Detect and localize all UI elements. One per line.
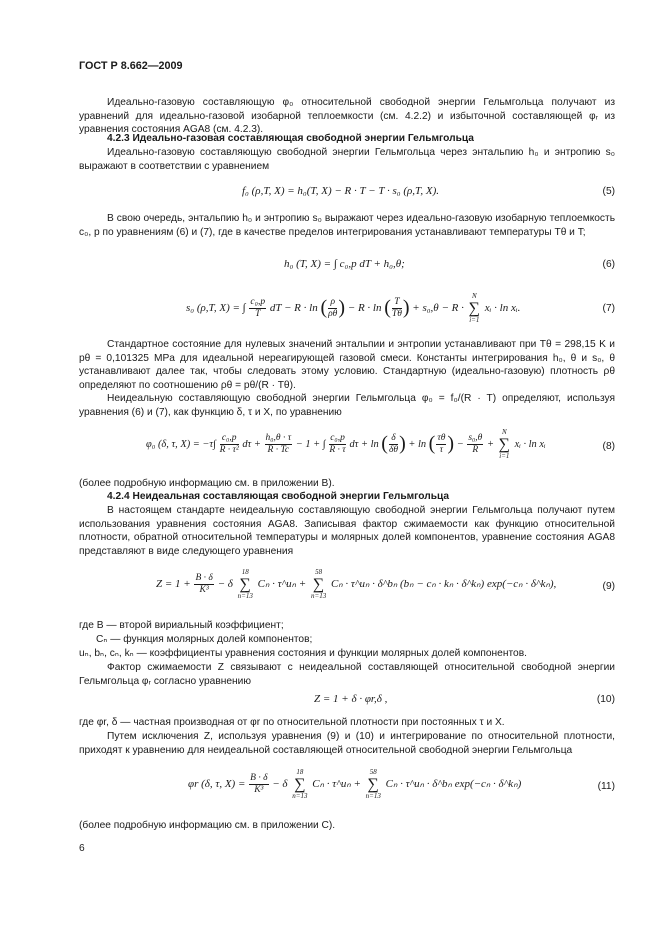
eq8-f1-denominator: R · τ² (219, 445, 239, 455)
paragraph-partial-derivative: где φr, δ — частная производная от φr по относительной плотности при постоянных τ и X. (79, 717, 505, 728)
equation-10: Z = 1 + δ · φr,δ , (314, 693, 388, 705)
eq8-fraction-1 (220, 433, 239, 456)
eq8-f2-denominator: R · Tc (267, 445, 290, 455)
eq8-f2-numerator: h₀,θ · τ (265, 433, 292, 443)
eq7-summation (469, 292, 480, 325)
eq9-term-1: Cₙ · τ^uₙ + (257, 578, 307, 591)
eq11-term-1: Cₙ · τ^uₙ + (312, 778, 361, 791)
equation-6-number: (6) (602, 259, 615, 270)
eq8-sum-lower: i=1 (499, 452, 510, 460)
eq9-term-2: Cₙ · τ^uₙ · δ^bₙ (bₙ − cₙ · kₙ · δ^kₙ) exp(−cₙ · δ^kₙ), (330, 578, 557, 591)
eq8-f3-numerator: c₀,p (330, 433, 345, 443)
eq9-summation-1 (238, 568, 253, 601)
eq9-sum1-lower: n=13 (237, 592, 253, 600)
section-heading-4-2-4: 4.2.4 Неидеальная составляющая свободной энергии Гельмгольца (107, 491, 450, 502)
eq9-lhs: Z = 1 + (156, 578, 191, 591)
eq11-sum1-lower: n=13 (292, 792, 308, 800)
paragraph-compressibility: Фактор сжимаемости Z связывают с неидеальной составляющей относительной свободной энергии Гельмгольца φᵣ согласно уравнению (79, 662, 615, 687)
eq8-middle-2: − 1 + ∫ (295, 438, 326, 450)
equation-10-number: (10) (596, 694, 615, 705)
eq11-sum2-symbol: ∑ (367, 776, 379, 793)
equation-5: f₀ (ρ,T, X) = h₀(T, X) − R · T − T · s₀ (ρ,T, X). (242, 185, 439, 197)
eq11-summation-2 (366, 768, 381, 801)
eq8-lhs: φ₀ (δ, τ, X) = −τ∫ (146, 438, 216, 450)
eq7-f1-denominator: T (255, 309, 261, 319)
equation-8: φ₀ (δ, τ, X) = −τ∫ $\frac{\text{c₀,p}}{\text{R · τ²}}$ dτ + $\frac{\text{h₀,θ · τ}}{R \cdot Tc}$ − 1 + ∫ $\frac{\text{c₀,p}}{R \cdot \tau}$ dτ + ln ( $\frac{\delta}{\delta\theta}$ ) + ln ( $\frac{\tau\theta}{\tau}$ ) − $\frac{\text{s₀,θ}}{R}$ + N ∑ i=1 xᵢ · ln xᵢ (146, 428, 546, 460)
equation-9 (156, 568, 556, 601)
eq11-term-2: Cₙ · τ^uₙ · δ^bₙ exp(−cₙ · δ^kₙ) (385, 778, 522, 791)
paragraph-see-appendix-c: (более подробную информацию см. в приложении C). (79, 820, 336, 831)
eq9-f-denominator: K³ (199, 585, 209, 595)
eq7-f2-numerator: ρ (328, 297, 337, 309)
eq8-f4-numerator: δ (389, 433, 398, 445)
section-heading-4-2-3: 4.2.3 Идеально-газовая составляющая свободной энергии Гельмгольца (107, 133, 474, 144)
eq11-lhs: φr (δ, τ, X) = (188, 778, 246, 791)
eq9-middle: − δ (217, 578, 233, 591)
paragraph-standard-state: Стандартное состояние для нулевых значений энтальпии и энтропии устанавливают при Tθ = 298,15 K и pθ = 0,101325 MPa для идеальной нереагирующей газовой смеси. Константы интегрирования h₀, θ и s₀, θ устанавливают далее так, чтобы следовать этому условию. Стандартную (идеально-газовую) плотность ρθ определяют по соотношению ρθ = pθ/(R · Tθ). (79, 339, 615, 391)
eq7-sum-lower: i=1 (469, 316, 480, 324)
equation-11 (188, 768, 521, 801)
paragraph-ideal-gas-intro: Идеально-газовую составляющую φ₀ относительной свободной энергии Гельмгольца получают из уравнений для идеально-газовой изобарной теплоемкости (см. 4.2.2) и избыточной составляющей φᵣ из уравнения состояния AGA8 (см. 4.2.3). (79, 97, 615, 136)
eq8-f5-numerator: τθ (437, 433, 446, 443)
eq7-f3-denominator: Tθ (391, 309, 402, 319)
eq8-fraction-2 (265, 433, 293, 456)
eq9-sum2-upper: 58 (315, 568, 323, 576)
paragraph-isobaric-heat: В свою очередь, энтальпию h₀ и энтропию s₀ выражают через идеально-газовую изобарную теплоемкость c₀, p по уравнениям (6) и (7), где в качестве пределов интегрирования устанавливают температуры Tθ и T; (79, 213, 615, 238)
eq11-sum1-symbol: ∑ (294, 776, 306, 793)
eq7-fraction-2 (328, 297, 337, 320)
equation-9-number: (9) (602, 581, 615, 592)
equation-11-number: (11) (597, 781, 615, 792)
definition-coefficients: uₙ, bₙ, cₙ, kₙ — коэффициенты уравнения состояния и функции молярных долей компонентов. (79, 648, 527, 659)
eq7-f2-denominator: ρθ (328, 309, 338, 319)
definition-b: где B — второй вириальный коэффициент; (79, 620, 284, 631)
eq9-sum2-lower: n=13 (310, 592, 327, 600)
eq8-sum-upper: N (501, 428, 507, 436)
eq8-f6-numerator: s₀,θ (468, 433, 483, 443)
eq8-f1-numerator: c₀,p (220, 433, 239, 445)
eq8-middle-6: + (486, 438, 494, 450)
eq8-fraction-4 (389, 433, 398, 456)
eq8-f6-denominator: R (472, 445, 479, 455)
eq11-fraction (249, 773, 268, 796)
eq8-middle-4: + ln (408, 438, 427, 450)
eq7-sum-symbol: ∑ (468, 300, 481, 317)
eq11-summation-1 (292, 768, 307, 801)
equation-8-number: (8) (602, 441, 615, 452)
eq8-sum-symbol: ∑ (498, 436, 510, 453)
paragraph-see-appendix-b: (более подробную информацию см. в приложении B). (79, 478, 335, 489)
eq7-middle-2: − R · ln (347, 302, 382, 315)
eq7-middle-3: + s₀,θ − R · (412, 302, 464, 315)
paragraph-elimination: Путем исключения Z, используя уравнения (9) и (10) и интегрирование по относительной плотности, приходят к уравнению для неидеальной составляющей относительной свободной энергии Гельмгольца (79, 731, 615, 756)
eq8-f5-denominator: τ (439, 445, 444, 455)
eq8-middle-3: dτ + ln (349, 438, 379, 450)
eq8-tail: xᵢ · ln xᵢ (514, 438, 546, 450)
paragraph-nonideal-phi0: Неидеальную составляющую свободной энергии Гельмгольца φ₀ = f₀/(R · T) определяют, используя уравнения (6) и (7), как функцию δ, τ и X, по уравнению (79, 393, 615, 418)
eq8-fraction-6 (467, 433, 483, 456)
eq8-fraction-3 (329, 433, 346, 456)
eq8-middle-1: dτ + (242, 438, 261, 450)
eq9-sum2-symbol: ∑ (312, 576, 325, 593)
eq11-sum1-upper: 18 (296, 768, 304, 776)
eq7-tail: xᵢ · ln xᵢ. (484, 302, 521, 315)
definition-cn: Cₙ — функция молярных долей компонентов; (96, 634, 313, 645)
eq7-f3-numerator: T (392, 297, 402, 309)
eq9-f-numerator: B · δ (195, 573, 213, 583)
eq8-f4-denominator: δθ (388, 445, 399, 455)
eq7-fraction-3 (392, 297, 402, 320)
paragraph-aga8: В настоящем стандарте неидеальную составляющую свободной энергии Гельмгольца получают путем использования уравнения состояния AGA8. Записывая фактор сжимаемости как функцию относительной плотности, обратной относительной температуры и молярных долей компонентов, уравнение состояния AGA8 представляют в виде следующего уравнения (79, 505, 615, 557)
eq7-lhs: s₀ (ρ,T, X) = ∫ (186, 302, 246, 315)
eq11-sum2-upper: 58 (369, 768, 377, 776)
eq11-f-numerator: B · δ (250, 773, 268, 783)
eq7-fraction-1 (249, 297, 266, 320)
equation-7-number: (7) (602, 303, 615, 314)
eq11-middle: − δ (272, 778, 288, 791)
eq7-f1-numerator: c₀,p (250, 297, 266, 307)
eq11-f-denominator: K³ (254, 785, 264, 795)
paragraph-enthalpy-entropy: Идеально-газовую составляющую свободной энергии Гельмгольца через энтальпию h₀ и энтропию s₀ выражают в соответствии с уравнением (79, 147, 615, 172)
eq11-sum2-lower: n=13 (365, 792, 381, 800)
eq8-f3-denominator: R · τ (329, 445, 346, 455)
eq8-summation (499, 428, 510, 461)
eq8-middle-5: − (456, 438, 464, 450)
equation-5-number: (5) (602, 186, 615, 197)
eq9-fraction (194, 573, 213, 596)
equation-6: h₀ (T, X) = ∫ c₀,p dT + h₀,θ; (284, 258, 405, 270)
eq7-sum-upper: N (471, 292, 477, 300)
eq7-middle-1: dT − R · ln (269, 302, 318, 315)
equation-7: s₀ (ρ,T, X) = ∫ $\frac{\text{c₀,p}}{T}$ dT − R · ln ( $\frac{\rho}{\rho\theta}$ ) − R · ln ( $\frac{T}{T\theta}$ ) + s₀,θ − R · N ∑ i=1 xᵢ · ln xᵢ. (186, 292, 521, 324)
document-header: ГОСТ Р 8.662—2009 (79, 60, 183, 72)
eq9-sum1-upper: 18 (241, 568, 249, 576)
eq8-fraction-5 (436, 433, 446, 456)
eq9-sum1-symbol: ∑ (239, 576, 251, 593)
page-number: 6 (79, 843, 85, 854)
eq9-summation-2 (311, 568, 326, 601)
